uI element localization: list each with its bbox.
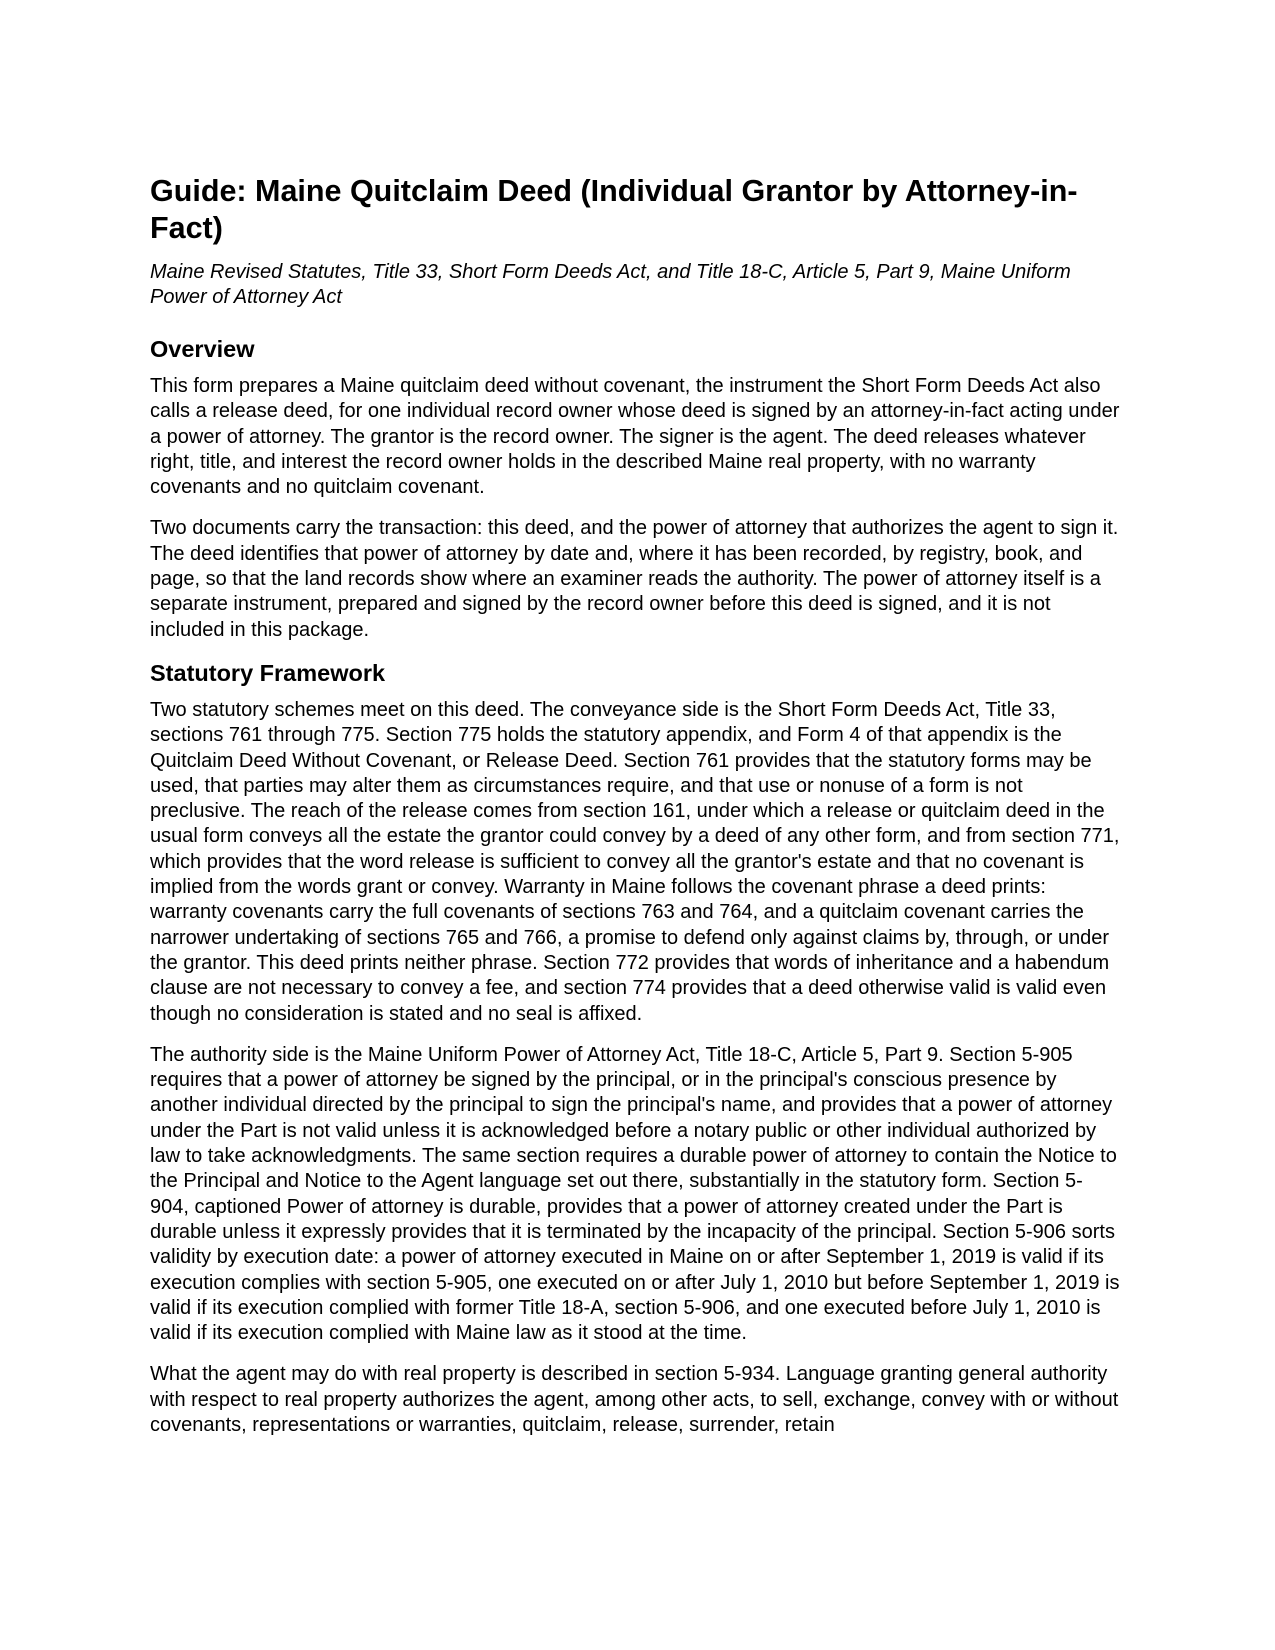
document-title: Guide: Maine Quitclaim Deed (Individual Grantor by Attorney-in-Fact) [150, 174, 1078, 245]
section-statutory-framework [150, 659, 1120, 1438]
document-subtitle: Maine Revised Statutes, Title 33, Short Form Deeds Act, and Title 18-C, Article 5, Part 9, Maine Uniform Power of Attorney Act [150, 261, 1071, 308]
framework-paragraph-3: What the agent may do with real property is described in section 5-934. Language granting general authority with respect to real property authorizes the agent, among other acts, to sell, exchange, convey with or without covenants, representations or warranties, quitclaim, release, surrender, retain [150, 1363, 1119, 1436]
overview-paragraph-2: Two documents carry the transaction: this deed, and the power of attorney that authorizes the agent to sign it. The deed identifies that power of attorney by date and, where it has been recorded, by registry, book, and page, so that the land records show where an examiner reads the authority. The power of attorney itself is a separate instrument, prepared and signed by the record owner before this deed is signed, and it is not included in this package. [150, 517, 1119, 641]
framework-paragraph-1: Two statutory schemes meet on this deed. The conveyance side is the Short Form Deeds Act, Title 33, sections 761 through 775. Section 775 holds the statutory appendix, and Form 4 of that appendix is the Quitclaim Deed Without Covenant, or Release Deed. Section 761 provides that the statutory forms may be used, that parties may alter them as circumstances require, and that use or nonuse of a form is not preclusive. The reach of the release comes from section 161, under which a release or quitclaim deed in the usual form conveys all the estate the grantor could convey by a deed of any other form, and from section 771, which provides that the word release is sufficient to convey all the grantor's estate and that no covenant is implied from the words grant or convey. Warranty in Maine follows the covenant phrase a deed prints: warranty covenants carry the full covenants of sections 763 and 764, and a quitclaim covenant carries the narrower undertaking of sections 765 and 766, a promise to defend only against claims by, through, or under the grantor. This deed prints neither phrase. Section 772 provides that words of inheritance and a habendum clause are not necessary to convey a fee, and section 774 provides that a deed otherwise valid is valid even though no consideration is stated and no seal is affixed. [150, 698, 1120, 1025]
overview-paragraph-1: This form prepares a Maine quitclaim deed without covenant, the instrument the Short Form Deeds Act also calls a release deed, for one individual record owner whose deed is signed by an attorney-in-fact acting under a power of attorney. The grantor is the record owner. The signer is the agent. The deed releases whatever right, title, and interest the record owner holds in the described Maine real property, with no warranty covenants and no quitclaim covenant. [150, 375, 1120, 499]
section-heading-overview: Overview [150, 336, 255, 362]
section-overview [150, 335, 1120, 643]
section-heading-statutory-framework: Statutory Framework [150, 659, 386, 686]
document-page [150, 173, 1120, 1454]
framework-paragraph-2: The authority side is the Maine Uniform Power of Attorney Act, Title 18-C, Article 5, Part 9. Section 5-905 requires that a power of attorney be signed by the principal, or in the principal's conscious presence by another individual directed by the principal to sign the principal's name, and provides that a power of attorney under the Part is not valid unless it is acknowledged before a notary public or other individual authorized by law to take acknowledgments. The same section requires a durable power of attorney to contain the Notice to the Principal and Notice to the Agent language set out there, substantially in the statutory form. Section 5-904, captioned Power of attorney is durable, provides that a power of attorney created under the Part is durable unless it expressly provides that it is terminated by the incapacity of the principal. Section 5-906 sorts validity by execution date: a power of attorney executed in Maine on or after September 1, 2019 is valid if its execution complies with section 5-905, one executed on or after July 1, 2010 but before September 1, 2019 is valid if its execution complied with former Title 18-A, section 5-906, and one executed before July 1, 2010 is valid if its execution complied with Maine law as it stood at the time. [150, 1043, 1120, 1345]
